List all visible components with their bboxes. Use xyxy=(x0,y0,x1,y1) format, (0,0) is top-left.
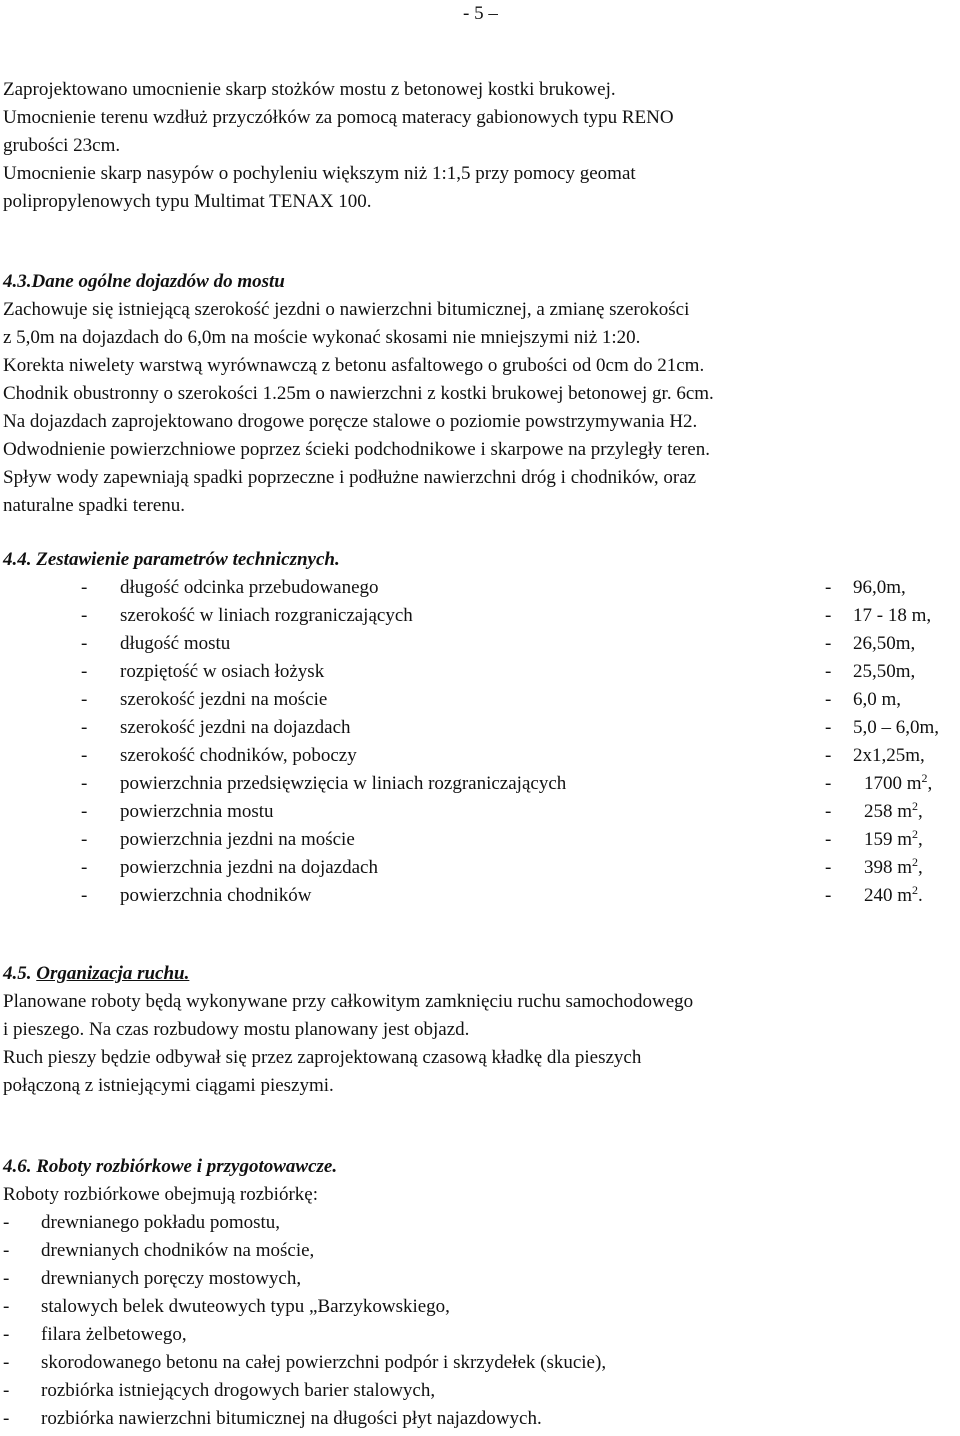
section-title: Zestawienie parametrów technicznych. xyxy=(36,549,340,570)
section-number: 4.6. xyxy=(3,1156,32,1177)
intro-line: polipropylenowych typu Multimat TENAX 100. xyxy=(3,191,372,212)
demolition-list xyxy=(3,1209,953,1433)
value-dash: - xyxy=(825,801,832,822)
paragraph-line: połączoną z istniejącymi ciągami pieszymi. xyxy=(3,1075,334,1096)
parameter-row xyxy=(3,574,953,602)
parameter-name: szerokość jezdni na moście xyxy=(120,689,328,710)
list-dash: - xyxy=(3,1380,10,1401)
section-4-5 xyxy=(3,960,953,1100)
list-dash: - xyxy=(81,885,88,906)
list-dash: - xyxy=(81,577,88,598)
section-title: Organizacja ruchu. xyxy=(36,963,190,984)
list-dash: - xyxy=(81,829,88,850)
section-heading xyxy=(3,960,953,988)
section-heading xyxy=(3,1153,953,1181)
value-punctuation: , xyxy=(918,857,923,878)
section-heading xyxy=(3,268,953,296)
parameter-value-wrap xyxy=(853,574,906,602)
list-item xyxy=(3,1405,953,1433)
parameter-row xyxy=(3,742,953,770)
parameter-name: powierzchnia mostu xyxy=(120,801,274,822)
section-number: 4.4. xyxy=(3,549,32,570)
parameter-name: długość mostu xyxy=(120,633,231,654)
list-dash: - xyxy=(81,801,88,822)
parameter-name: szerokość jezdni na dojazdach xyxy=(120,717,351,738)
paragraph-line: Ruch pieszy będzie odbywał się przez zaprojektowaną czasową kładkę dla pieszych xyxy=(3,1047,642,1068)
list-item xyxy=(3,1293,953,1321)
paragraph-line: Zachowuje się istniejącą szerokość jezdni o nawierzchni bitumicznej, a zmianę szerokości xyxy=(3,299,690,320)
value-dash: - xyxy=(825,829,832,850)
parameter-value: 258 m xyxy=(864,801,913,822)
list-item-text: stalowych belek dwuteowych typu „Barzykowskiego, xyxy=(41,1296,450,1317)
intro-line: Umocnienie terenu wzdłuż przyczółków za pomocą materacy gabionowych typu RENO xyxy=(3,107,674,128)
paragraph-line: Chodnik obustronny o szerokości 1.25m o nawierzchni z kostki brukowej betonowej gr. 6cm. xyxy=(3,383,714,404)
list-item xyxy=(3,1321,953,1349)
list-dash: - xyxy=(81,745,88,766)
parameter-name: powierzchnia przedsięwzięcia w liniach rozgraniczających xyxy=(120,773,567,794)
list-item-text: skorodowanego betonu na całej powierzchni podpór i skrzydełek (skucie), xyxy=(41,1352,607,1373)
section-4-6 xyxy=(3,1153,953,1433)
parameter-row xyxy=(3,602,953,630)
parameter-name: rozpiętość w osiach łożysk xyxy=(120,661,325,682)
value-dash: - xyxy=(825,773,832,794)
parameter-row xyxy=(3,630,953,658)
list-item xyxy=(3,1209,953,1237)
section-heading xyxy=(3,546,953,574)
intro-line: Zaprojektowano umocnienie skarp stożków mostu z betonowej kostki brukowej. xyxy=(3,79,616,100)
section-4-3 xyxy=(3,268,953,520)
paragraph-line: Spływ wody zapewniają spadki poprzeczne i podłużne nawierzchni dróg i chodników, oraz xyxy=(3,467,697,488)
list-dash: - xyxy=(81,633,88,654)
parameter-name: powierzchnia jezdni na moście xyxy=(120,829,355,850)
list-dash: - xyxy=(3,1324,10,1345)
parameter-value: 159 m xyxy=(864,829,913,850)
parameter-value-wrap xyxy=(853,686,901,714)
parameter-row xyxy=(3,826,953,854)
value-dash: - xyxy=(825,885,832,906)
list-item-text: rozbiórka istniejących drogowych barier stalowych, xyxy=(41,1380,436,1401)
list-dash: - xyxy=(3,1212,10,1233)
parameter-value-wrap xyxy=(853,658,915,686)
list-dash: - xyxy=(81,773,88,794)
parameter-row xyxy=(3,882,953,910)
parameter-value: 5,0 – 6,0m, xyxy=(853,717,940,738)
value-dash: - xyxy=(825,717,832,738)
paragraph-line: naturalne spadki terenu. xyxy=(3,495,186,516)
list-dash: - xyxy=(81,605,88,626)
list-item-text: filara żelbetowego, xyxy=(41,1324,187,1345)
parameter-row xyxy=(3,798,953,826)
list-dash: - xyxy=(3,1296,10,1317)
paragraph-line: Odwodnienie powierzchniowe poprzez ścieki podchodnikowe i skarpowe na przyległy teren. xyxy=(3,439,710,460)
paragraph-line: Planowane roboty będą wykonywane przy całkowitym zamknięciu ruchu samochodowego xyxy=(3,991,694,1012)
unit-exponent: 2 xyxy=(912,855,919,869)
intro-line: grubości 23cm. xyxy=(3,135,121,156)
section-title: Roboty rozbiórkowe i przygotowawcze. xyxy=(36,1156,338,1177)
intro-line: Umocnienie skarp nasypów o pochyleniu większym niż 1:1,5 przy pomocy geomat xyxy=(3,163,636,184)
parameter-value: 240 m xyxy=(864,885,913,906)
parameter-value-wrap xyxy=(864,854,923,882)
list-dash: - xyxy=(3,1408,10,1429)
value-dash: - xyxy=(825,633,832,654)
parameter-value-wrap xyxy=(864,798,923,826)
section-number: 4.5. xyxy=(3,963,32,984)
parameter-name: długość odcinka przebudowanego xyxy=(120,577,379,598)
list-dash: - xyxy=(3,1268,10,1289)
parameter-value: 6,0 m, xyxy=(853,689,902,710)
unit-exponent: 2 xyxy=(912,827,919,841)
value-punctuation: , xyxy=(927,773,933,794)
parameter-value: 1700 m xyxy=(864,773,922,794)
list-item xyxy=(3,1377,953,1405)
list-item-text: drewnianych poręczy mostowych, xyxy=(41,1268,302,1289)
value-dash: - xyxy=(825,577,832,598)
page-number: - 5 – xyxy=(463,3,498,24)
parameter-row xyxy=(3,686,953,714)
paragraph-line: z 5,0m na dojazdach do 6,0m na moście wykonać skosami nie mniejszymi niż 1:20. xyxy=(3,327,641,348)
value-dash: - xyxy=(825,857,832,878)
list-item-text: rozbiórka nawierzchni bitumicznej na długości płyt najazdowych. xyxy=(41,1408,542,1429)
parameter-value: 17 - 18 m, xyxy=(853,605,932,626)
list-item-text: drewnianego pokładu pomostu, xyxy=(41,1212,281,1233)
list-item xyxy=(3,1265,953,1293)
value-punctuation: , xyxy=(918,801,923,822)
list-dash: - xyxy=(81,857,88,878)
value-punctuation: . xyxy=(918,885,923,906)
value-dash: - xyxy=(825,661,832,682)
unit-exponent: 2 xyxy=(921,771,928,785)
parameter-name: szerokość w liniach rozgraniczających xyxy=(120,605,413,626)
parameter-value: 398 m xyxy=(864,857,913,878)
paragraph-line: Roboty rozbiórkowe obejmują rozbiórkę: xyxy=(3,1184,319,1205)
section-4-4 xyxy=(3,546,953,910)
parameter-row xyxy=(3,770,953,798)
parameter-value-wrap xyxy=(853,630,915,658)
parameter-value-wrap xyxy=(864,882,923,910)
value-dash: - xyxy=(825,745,832,766)
paragraph-line: i pieszego. Na czas rozbudowy mostu planowany jest objazd. xyxy=(3,1019,470,1040)
parameter-value: 26,50m, xyxy=(853,633,916,654)
parameter-value-wrap xyxy=(853,742,925,770)
unit-exponent: 2 xyxy=(912,883,919,897)
parameter-value: 25,50m, xyxy=(853,661,916,682)
parameter-row xyxy=(3,714,953,742)
parameter-value-wrap xyxy=(864,826,923,854)
section-number: 4.3. xyxy=(3,271,32,292)
list-dash: - xyxy=(81,661,88,682)
parameter-name: powierzchnia jezdni na dojazdach xyxy=(120,857,378,878)
list-item-text: drewnianych chodników na moście, xyxy=(41,1240,315,1261)
list-item xyxy=(3,1349,953,1377)
section-title: Dane ogólne dojazdów do mostu xyxy=(31,271,285,292)
parameter-value: 2x1,25m, xyxy=(853,745,925,766)
list-dash: - xyxy=(81,717,88,738)
intro-paragraph xyxy=(3,76,953,216)
parameter-name: powierzchnia chodników xyxy=(120,885,312,906)
parameter-row xyxy=(3,854,953,882)
list-item xyxy=(3,1237,953,1265)
value-dash: - xyxy=(825,689,832,710)
parameters-list xyxy=(3,574,953,910)
parameter-value-wrap xyxy=(864,770,932,798)
parameter-value-wrap xyxy=(853,602,931,630)
paragraph-line: Korekta niwelety warstwą wyrównawczą z betonu asfaltowego o grubości od 0cm do 21cm. xyxy=(3,355,705,376)
parameter-value: 96,0m, xyxy=(853,577,906,598)
value-punctuation: , xyxy=(918,829,923,850)
parameter-value-wrap xyxy=(853,714,939,742)
paragraph-line: Na dojazdach zaprojektowano drogowe poręcze stalowe o poziomie powstrzymywania H2. xyxy=(3,411,698,432)
list-dash: - xyxy=(3,1240,10,1261)
unit-exponent: 2 xyxy=(912,799,919,813)
parameter-name: szerokość chodników, poboczy xyxy=(120,745,357,766)
list-dash: - xyxy=(3,1352,10,1373)
value-dash: - xyxy=(825,605,832,626)
parameter-row xyxy=(3,658,953,686)
list-dash: - xyxy=(81,689,88,710)
